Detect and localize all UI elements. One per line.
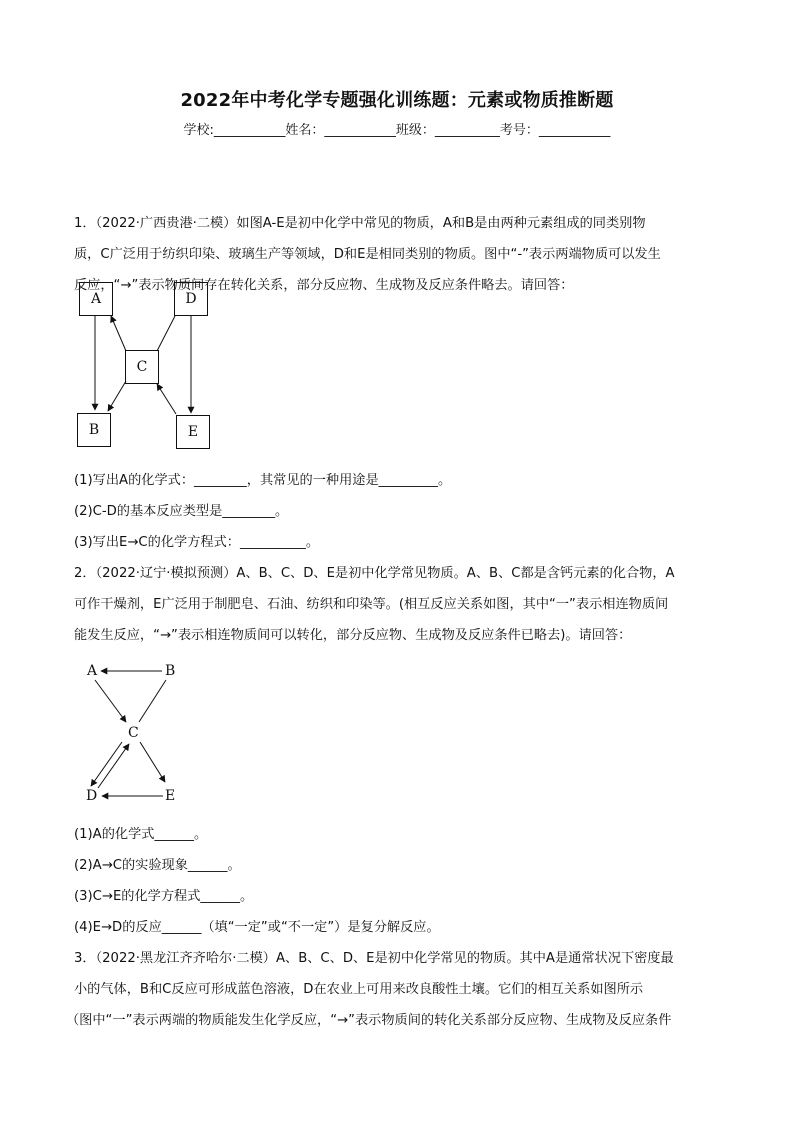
q2-line-b-c — [139, 680, 166, 722]
q2-stem-line-1: 2．（2022·辽宁·模拟预测）A、B、C、D、E是初中化学常见物质。A、B、C都是含钙元素的化合物，A — [74, 566, 675, 581]
q3-stem-line-3: （图中“一”表示两端的物质能发生化学反应，“→”表示物质间的转化关系部分反应物、生成物及反应条件 — [66, 1013, 672, 1028]
q2-arrow-a-to-c — [95, 680, 126, 722]
page-title: 2022年中考化学专题强化训练题：元素或物质推断题 — [180, 90, 614, 111]
q1-node-b: B — [77, 413, 111, 447]
q2-stem-line-3: 能发生反应，“→”表示相连物质间可以转化，部分反应物、生成物及反应条件已略去)。请回答： — [74, 628, 632, 643]
q1-node-d: D — [174, 282, 208, 316]
q1-node-c: C — [125, 350, 159, 384]
q1-sub-question-3: (3)写出E→C的化学方程式：__________。 — [74, 535, 320, 550]
q3-stem-line-1: 3．（2022·黑龙江齐齐哈尔·二模）A、B、C、D、E是初中化学常见的物质。其中A是通常状况下密度最 — [74, 951, 674, 966]
q1-stem-line-3: 反应，“→”表示物质间存在转化关系，部分反应物、生成物及反应条件略去。请回答： — [74, 278, 574, 293]
q2-node-a: A — [87, 663, 98, 679]
q2-node-b: B — [165, 663, 176, 679]
q1-stem-line-1: 1．（2022·广西贵港·二模）如图A-E是初中化学中常见的物质，A和B是由两种元素组成的同类别物 — [74, 216, 646, 231]
q2-node-e: E — [165, 788, 176, 804]
q2-sub-question-4: (4)E→D的反应______（填“一定”或“不一定”）是复分解反应。 — [74, 920, 440, 935]
q2-sub-question-2: (2)A→C的实验现象______。 — [74, 858, 241, 873]
q1-stem-line-2: 质，C广泛用于纺织印染、玻璃生产等领域，D和E是相同类别的物质。图中“-”表示两端物质可以发生 — [74, 247, 661, 262]
q1-sub-question-2: (2)C-D的基本反应类型是________。 — [74, 504, 289, 519]
q2-node-c: C — [128, 725, 139, 741]
student-info-line: 学校:___________姓名：___________班级：__________考号：___________ — [183, 123, 611, 138]
q1-node-a: A — [79, 282, 113, 316]
q1-sub-question-1: (1)写出A的化学式：________，其常见的一种用途是_________。 — [74, 473, 452, 488]
q2-arrow-c-to-d — [91, 742, 122, 786]
q2-node-d: D — [86, 788, 98, 804]
q1-node-e: E — [176, 415, 210, 449]
q2-arrow-c-to-e — [140, 742, 165, 782]
q2-arrow-d-to-c — [98, 744, 129, 788]
q2-stem-line-2: 可作干燥剂，E广泛用于制肥皂、石油、纺织和印染等。(相互反应关系如图，其中“一”表示相连物质间 — [74, 597, 669, 612]
q2-sub-question-3: (3)C→E的化学方程式______。 — [74, 889, 254, 904]
q3-stem-line-2: 小的气体，B和C反应可形成蓝色溶液，D在农业上可用来改良酸性土壤。它们的相互关系如图所示 — [74, 982, 644, 997]
q2-sub-question-1: (1)A的化学式______。 — [74, 827, 208, 842]
